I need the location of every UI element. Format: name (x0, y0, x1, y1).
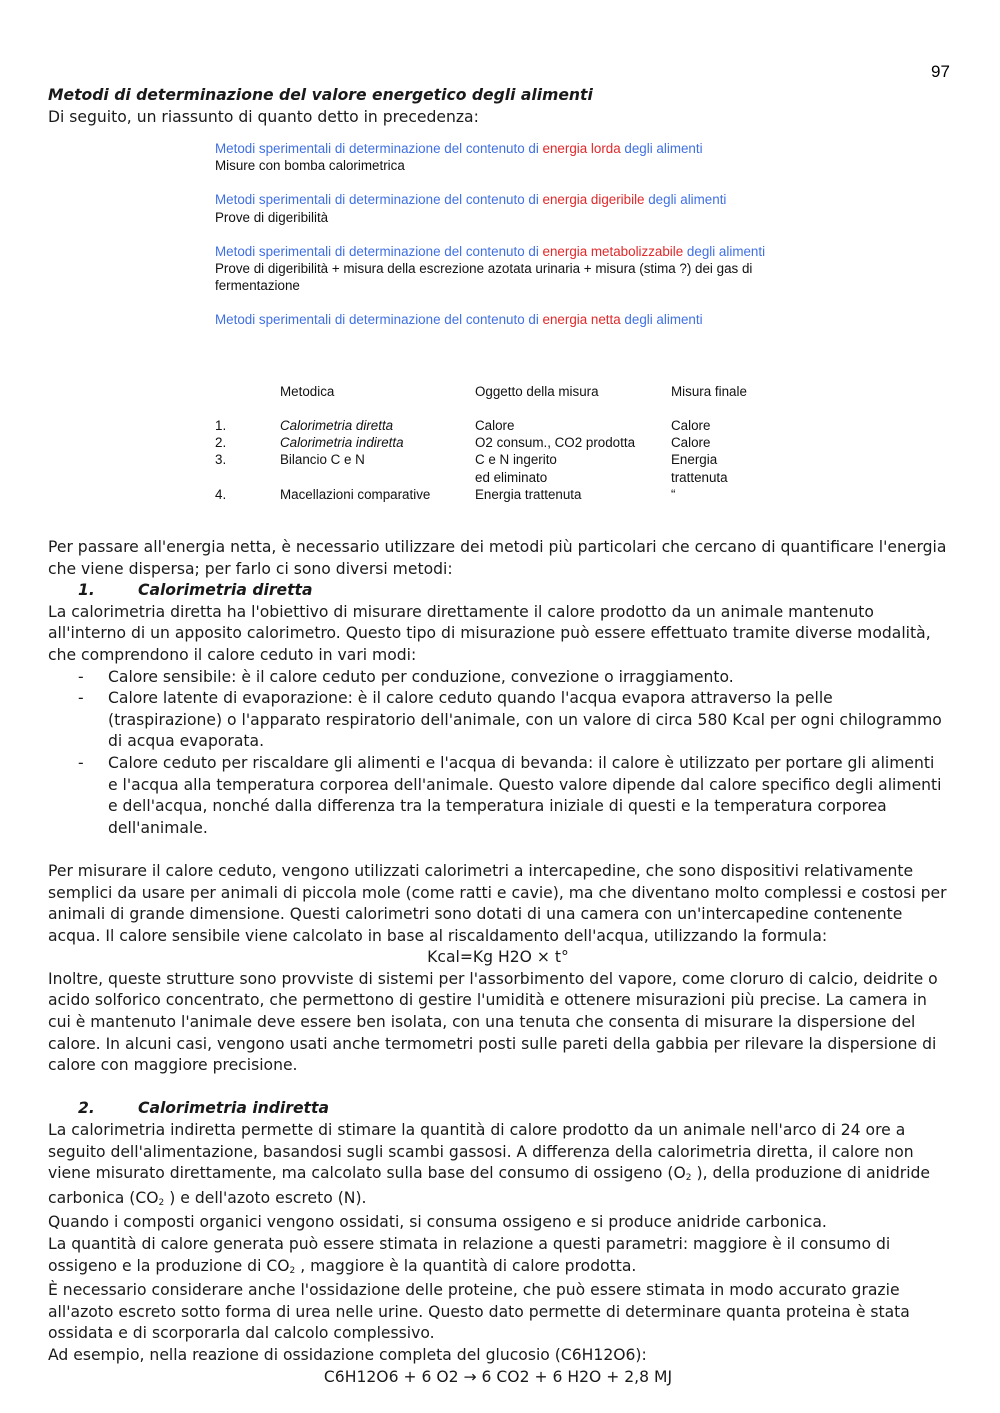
paragraph (48, 1234, 948, 1280)
figure-heading: Metodi sperimentali di determinazione del contenuto di (215, 243, 543, 259)
section-title: Calorimetria diretta (138, 581, 313, 600)
section-number: 1. (78, 581, 95, 600)
figure-heading: Metodi sperimentali di determinazione del contenuto di (215, 141, 543, 156)
table-cell: Calorimetria indiretta (280, 435, 404, 451)
figure-heading-end: degli alimenti (644, 192, 727, 208)
table-cell: Energia trattenuta (671, 452, 728, 485)
section-title: Calorimetria indiretta (138, 1099, 329, 1118)
paragraph: È necessario considerare anche l'ossidazione delle proteine, che può essere stimata in modo accurato grazie all'azoto escreto sotto forma di urea nelle urine. Questo dato permette di determinare quanta proteina è stata ossidata e di scorporarla dal calcolo complessivo. (48, 1281, 910, 1343)
paragraph: Per misurare il calore ceduto, vengono utilizzati calorimetri a intercapedine, che sono dispositivi relativamente semplici da usare per animali di piccola mole (come ratti e cavie), ma che diventano molto complessi e costosi per animali di grande dimensione. Questi calorimetri sono dotati di una camera con un'intercapedine contenente acqua. Il calore sensibile viene calcolato in base al riscaldamento dell'acqua, utilizzando la formula: (48, 861, 947, 945)
table-cell: O2 consum., CO2 prodotta (475, 435, 636, 451)
paragraph: Quando i composti organici vengono ossidati, si consuma ossigeno e si produce anidride carbonica. (48, 1213, 827, 1232)
table-cell: Calorimetria diretta (280, 418, 394, 433)
table-header-row (215, 383, 781, 417)
figure-detail: Prove di digeribilità + misura della escrezione azotata urinaria + misura (stima ?) dei gas di fermentazione (215, 261, 753, 294)
section-heading-1 (48, 580, 948, 602)
table-header (215, 383, 280, 417)
figure-group-metabolizzabile (215, 243, 795, 295)
page-number: 97 (931, 62, 950, 81)
figure-heading-end: degli alimenti (683, 243, 766, 259)
text-run: La calorimetria indiretta permette di stimare la quantità di calore prodotto da un animale nell'arco di 24 ore a seguito dell'alimentazione, basandosi sugli scambi gassosi. A differenza della calorimetria diretta, il calore non viene misurato direttamente, ma calcolato sulla base del consumo di ossigeno (O (48, 1121, 914, 1183)
text-run: ), della produzione di anidride carbonica (CO (48, 1164, 931, 1207)
summary-figure (215, 140, 815, 346)
table-cell: Calore (671, 435, 711, 451)
formula-glucose: C6H12O6 + 6 O2 → 6 CO2 + 6 H2O + 2,8 MJ (323, 1367, 673, 1386)
paragraph: La calorimetria diretta ha l'obiettivo di misurare direttamente il calore prodotto da un animale mantenuto all'interno di un apposito calorimetro. Questo tipo di misurazione può essere effettuato tramite diverse modalità, che comprendono il calore ceduto in vari modi: (48, 602, 931, 664)
table-cell: 1. (215, 418, 227, 433)
table-row (215, 451, 781, 485)
figure-heading-end: degli alimenti (620, 312, 703, 328)
subscript: 2 (289, 1265, 296, 1276)
figure-heading: Metodi sperimentali di determinazione del contenuto di (215, 312, 543, 328)
figure-detail: Prove di digeribilità (215, 209, 329, 225)
paragraph (48, 1120, 948, 1212)
subscript: 2 (158, 1197, 165, 1208)
figure-highlight: energia lorda (542, 141, 621, 156)
figure-heading: Metodi sperimentali di determinazione del contenuto di (215, 192, 543, 208)
list-item: - Calore sensibile: è il calore ceduto per conduzione, convezione o irraggiamento. (48, 667, 948, 689)
figure-group-digeribile (215, 191, 755, 225)
section-number: 2. (78, 1099, 95, 1118)
table-cell: Calore (475, 418, 515, 433)
section-body (48, 537, 948, 1388)
table-row (215, 417, 781, 434)
methods-table (215, 383, 781, 503)
figure-group-lorda (215, 140, 815, 174)
figure-highlight: energia netta (542, 312, 621, 328)
figure-highlight: energia metabolizzabile (542, 243, 684, 259)
table-header: Metodica (280, 384, 335, 399)
table-cell: 3. (215, 452, 227, 468)
table-cell: 2. (215, 435, 227, 451)
figure-group-netta (215, 311, 815, 328)
formula-kcal: Kcal=Kg H2O × t° (427, 948, 569, 967)
figure-heading-end: degli alimenti (620, 141, 703, 156)
section-heading-2 (48, 1098, 948, 1120)
table-cell: Energia trattenuta (475, 486, 582, 502)
table-header: Oggetto della misura (475, 384, 599, 399)
paragraph: Inoltre, queste strutture sono provviste di sistemi per l'assorbimento del vapore, come cloruro di calcio, deidrite o acido solforico concentrato, che permettono di gestire l'umidità e ottenere misurazioni più precise. La camera in cui è mantenuto l'animale deve essere ben isolata, con una tenuta che consenta di misurare la dispersione del calore. In alcuni casi, vengono usati anche termometri posti sulle pareti della gabbia per rilevare la dispersione di calore con maggiore precisione. (48, 969, 938, 1075)
table-cell: “ (671, 486, 676, 502)
text-run: ) e dell'azoto escreto (N). (169, 1188, 367, 1207)
figure-highlight: energia digeribile (542, 192, 645, 208)
table-cell: Macellazioni comparative (280, 486, 431, 502)
table-row (215, 486, 781, 503)
paragraph: Per passare all'energia netta, è necessario utilizzare dei metodi più particolari che cercano di quantificare l'energia che viene dispersa; per farlo ci sono diversi metodi: (48, 538, 947, 578)
table-header: Misura finale (671, 384, 747, 399)
figure-detail: Misure con bomba calorimetrica (215, 158, 405, 174)
paragraph: Ad esempio, nella reazione di ossidazione completa del glucosio (C6H12O6): (48, 1345, 647, 1364)
list-item: - Calore latente di evaporazione: è il calore ceduto quando l'acqua evapora attraverso la pelle (traspirazione) o l'apparato respiratorio dell'animale, con un valore di circa 580 Kcal per ogni chilogrammo di acqua evaporata. (48, 688, 948, 753)
table-cell: Calore (671, 418, 711, 433)
table-row (215, 434, 781, 451)
intro-text: Di seguito, un riassunto di quanto detto in precedenza: (48, 108, 479, 126)
table-cell: 4. (215, 486, 227, 502)
text-run: , maggiore è la quantità di calore prodotta. (300, 1256, 637, 1275)
text-run: La quantità di calore generata può essere stimata in relazione a questi parametri: maggiore è il consumo di ossigeno e la produzione di CO (48, 1235, 891, 1275)
heat-list (48, 667, 948, 840)
page-title: Metodi di determinazione del valore energetico degli alimenti (48, 86, 593, 104)
table-cell: C e N ingerito ed eliminato (475, 452, 557, 485)
subscript: 2 (685, 1173, 692, 1184)
table-cell: Bilancio C e N (280, 452, 365, 468)
list-item: - Calore ceduto per riscaldare gli alimenti e l'acqua di bevanda: il calore è utilizzato per portare gli alimenti e l'acqua alla temperatura corporea dell'animale. Questo valore dipende dal calore specifico degli alimenti e dell'acqua, nonché dalla differenza tra la temperatura iniziale di questi e la temperatura corporea dell'animale. (48, 753, 948, 839)
